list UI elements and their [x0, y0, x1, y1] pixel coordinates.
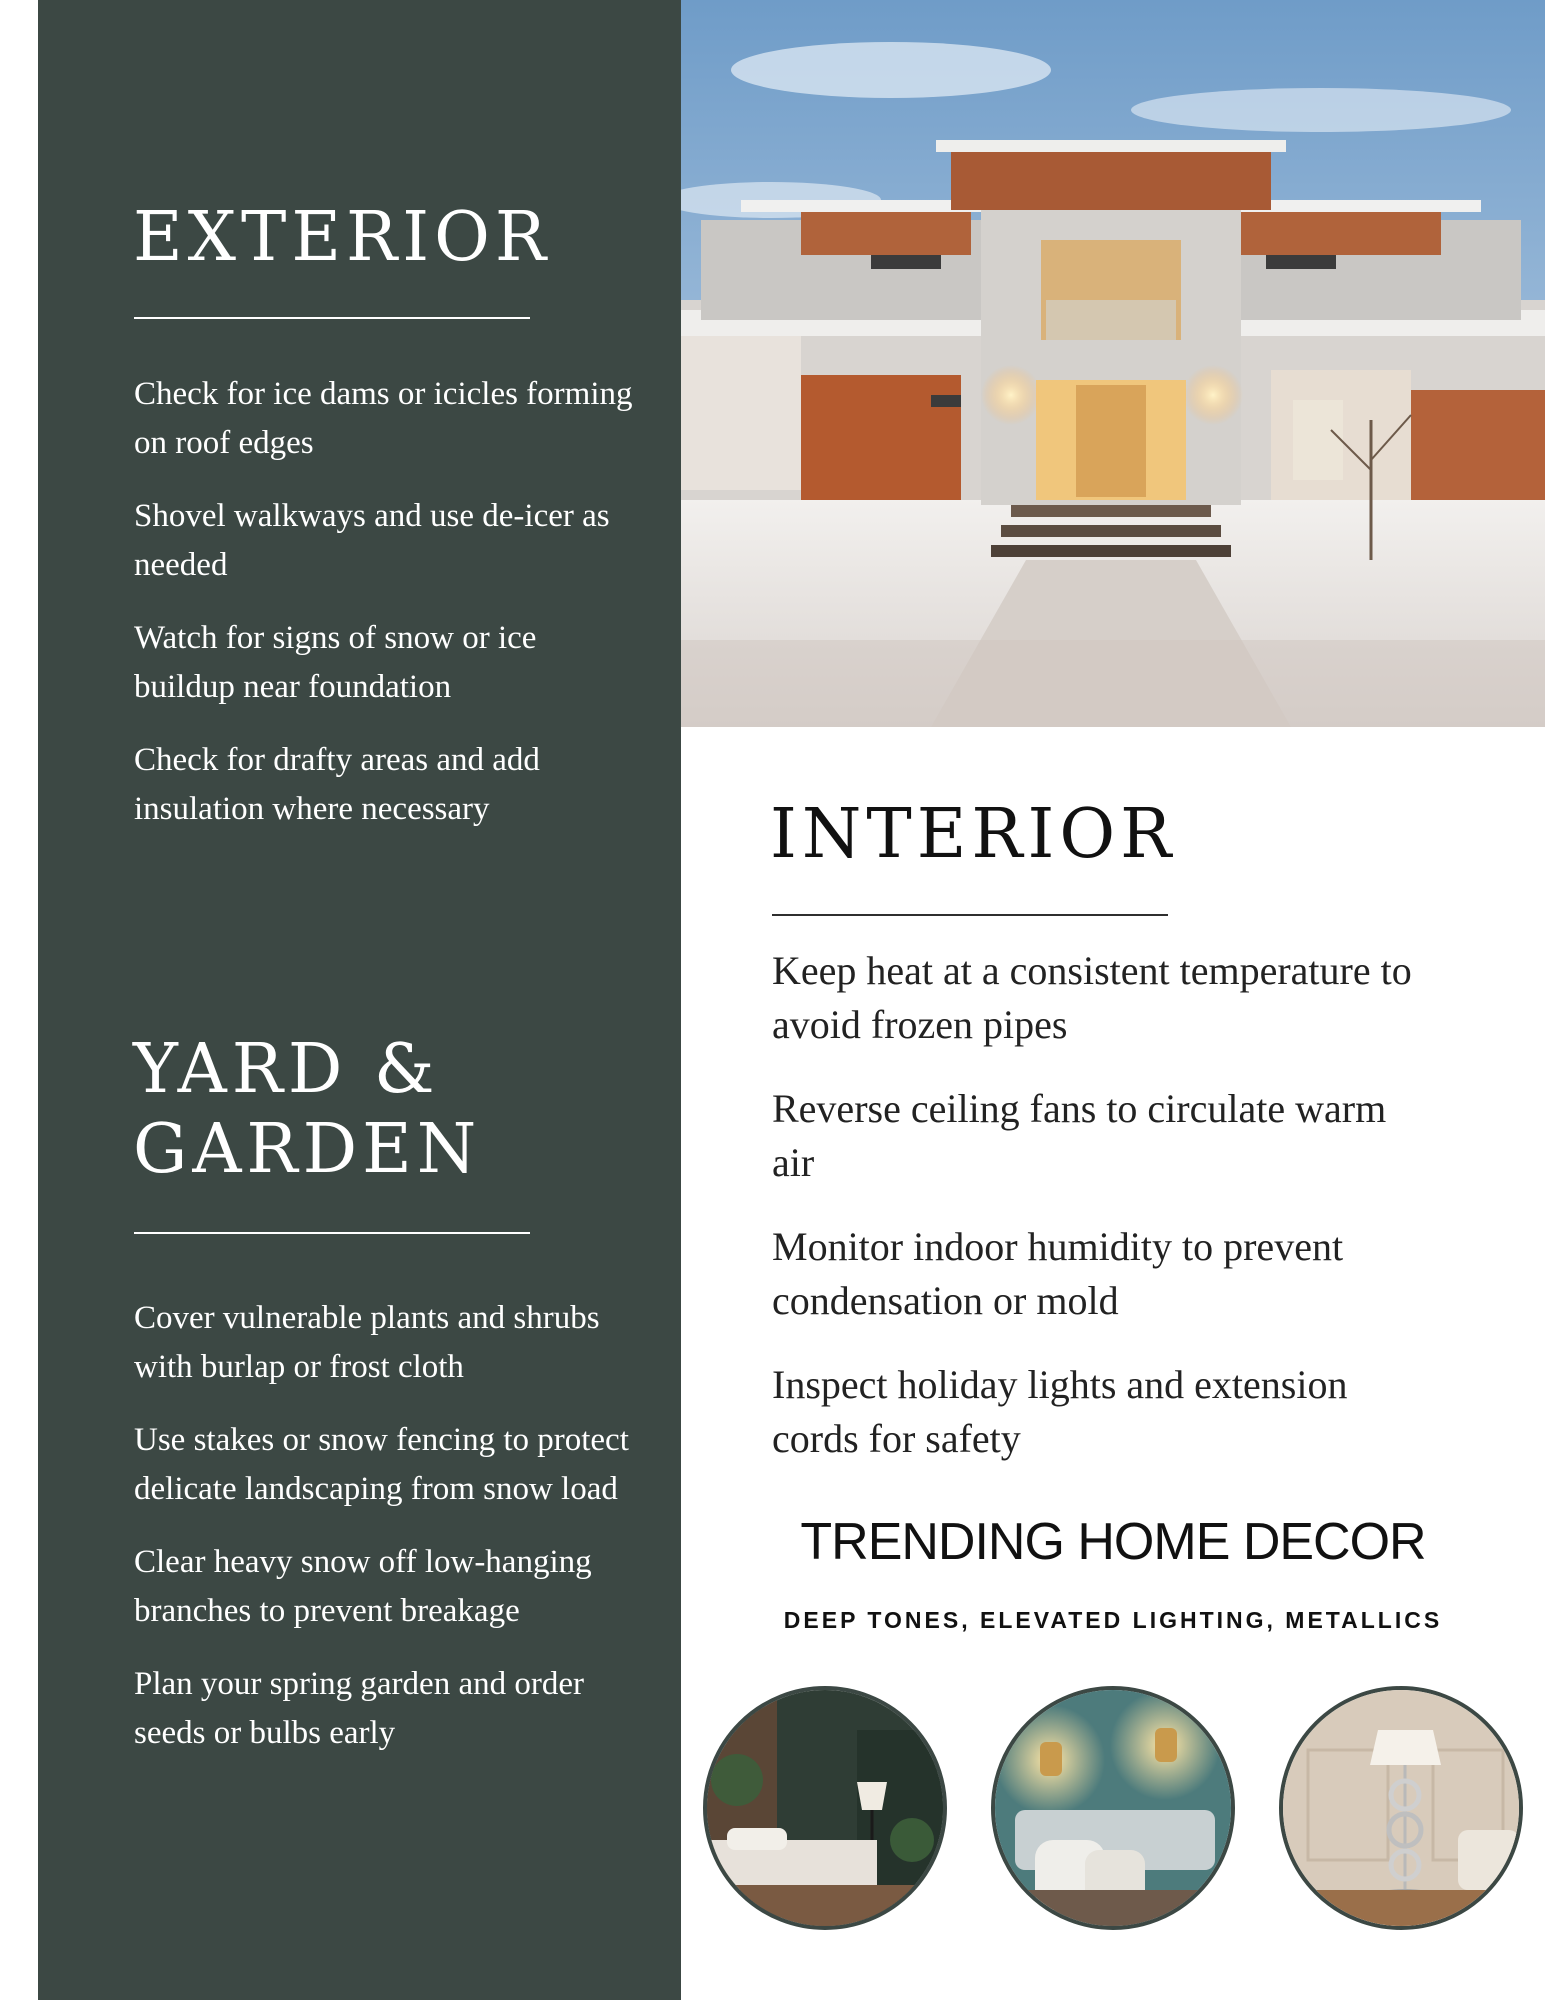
yard-divider: [134, 1232, 530, 1234]
exterior-divider: [134, 317, 530, 319]
trending-title: TRENDING HOME DECOR: [800, 1513, 1426, 1571]
interior-divider: [772, 914, 1168, 916]
house-photo: [681, 0, 1545, 727]
list-item: Cover vulnerable plants and shrubs with burlap or frost cloth: [134, 1300, 600, 1385]
list-item: Use stakes or snow fencing to protect delicate landscaping from snow load: [134, 1422, 629, 1507]
list-item: Inspect holiday lights and extension cords for safety: [772, 1362, 1348, 1461]
trending-subtitle: DEEP TONES, ELEVATED LIGHTING, METALLICS: [783, 1607, 1443, 1633]
interior-title: INTERIOR: [770, 795, 1177, 874]
exterior-list: [134, 370, 634, 858]
yard-list: [134, 1294, 634, 1782]
yard-title-line2: GARDEN: [133, 1110, 482, 1190]
list-item: Check for ice dams or icicles forming on roof edges: [134, 376, 633, 461]
list-item: Shovel walkways and use de-icer as needed: [134, 498, 610, 583]
list-item: Monitor indoor humidity to prevent condensation or mold: [772, 1224, 1344, 1323]
list-item: Clear heavy snow off low-hanging branches to prevent breakage: [134, 1544, 592, 1629]
wall-sconce-photo: [991, 1686, 1235, 1930]
exterior-title: EXTERIOR: [133, 198, 552, 277]
yard-title-line1: YARD &: [133, 1030, 440, 1109]
list-item: Watch for signs of snow or ice buildup near foundation: [134, 620, 537, 705]
yard-garden-title: [133, 1030, 481, 1190]
floor-lamp-photo: [1279, 1686, 1523, 1930]
list-item: Plan your spring garden and order seeds or bulbs early: [134, 1666, 584, 1751]
list-item: Reverse ceiling fans to circulate warm air: [772, 1086, 1387, 1185]
list-item: Check for drafty areas and add insulation where necessary: [134, 742, 540, 827]
list-item: Keep heat at a consistent temperature to avoid frozen pipes: [772, 948, 1412, 1047]
bedroom-photo: [703, 1686, 947, 1930]
interior-list: [772, 944, 1432, 1496]
